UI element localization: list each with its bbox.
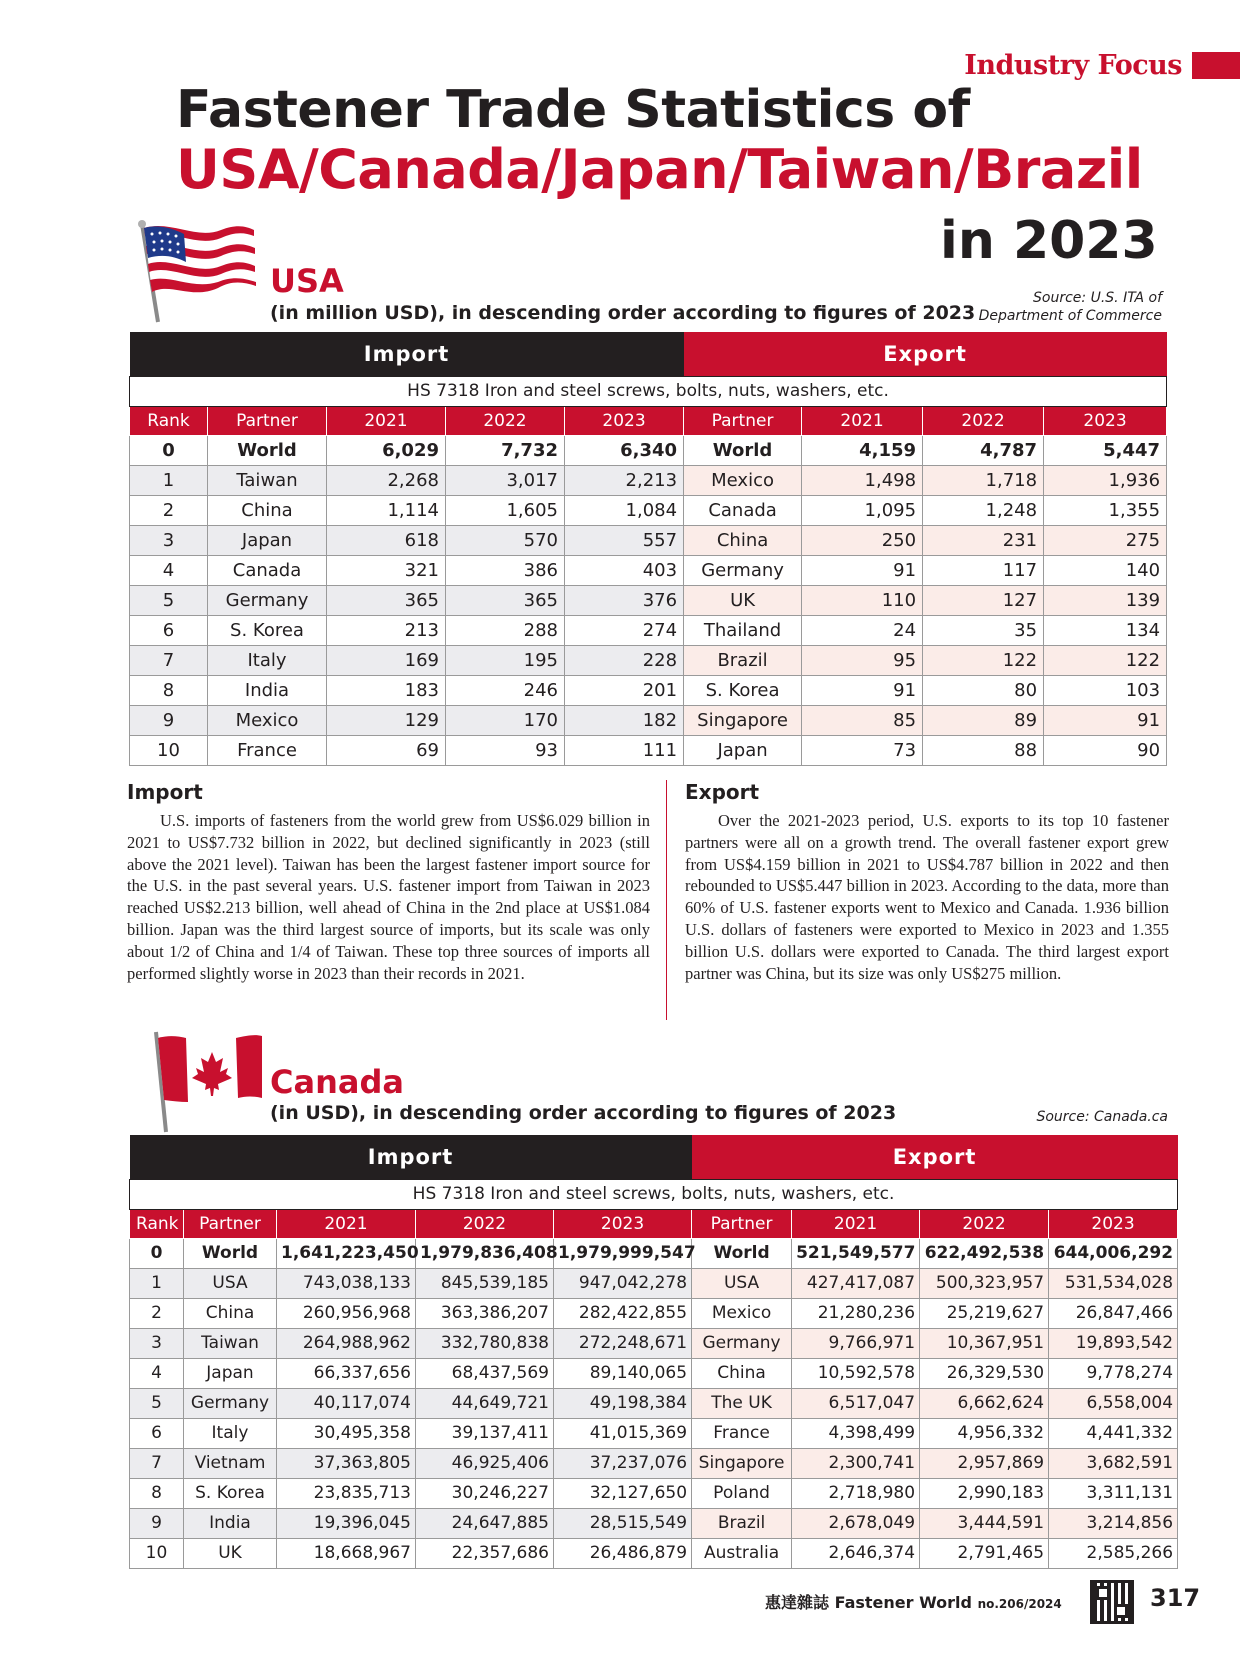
table-cell: USA <box>184 1268 277 1298</box>
title-line-2: USA/Canada/Japan/Taiwan/Brazil <box>176 138 1143 201</box>
table-cell: 1,498 <box>802 465 923 495</box>
table-cell: 947,042,278 <box>554 1268 692 1298</box>
table-cell: 9 <box>130 1508 184 1538</box>
table-cell: 5,447 <box>1044 435 1167 465</box>
table-cell: 3,017 <box>446 465 565 495</box>
table-cell: 3,214,856 <box>1049 1508 1178 1538</box>
table-cell: 403 <box>565 555 684 585</box>
usa-import-heading: Import <box>127 780 203 804</box>
table-cell: 2,300,741 <box>792 1448 920 1478</box>
table-cell: 4,956,332 <box>920 1418 1049 1448</box>
usa-subtitle: (in million USD), in descending order according to figures of 2023 <box>270 302 976 324</box>
table-row <box>130 1358 1178 1388</box>
table-cell: Mexico <box>684 465 802 495</box>
table-cell: Taiwan <box>208 465 327 495</box>
table-cell: 134 <box>1044 615 1167 645</box>
table-cell: 1,936 <box>1044 465 1167 495</box>
table-cell: 5 <box>130 1388 184 1418</box>
table-cell: 88 <box>923 735 1044 765</box>
table-cell: 4,398,499 <box>792 1418 920 1448</box>
table-cell: 85 <box>802 705 923 735</box>
table-cell: 170 <box>446 705 565 735</box>
table-cell: 531,534,028 <box>1049 1268 1178 1298</box>
table-cell: 6,662,624 <box>920 1388 1049 1418</box>
table-cell: 6,029 <box>327 435 446 465</box>
table-cell: 246 <box>446 675 565 705</box>
table-cell: 19,893,542 <box>1049 1328 1178 1358</box>
table-cell: China <box>692 1358 792 1388</box>
table-cell: Singapore <box>692 1448 792 1478</box>
table-cell: 41,015,369 <box>554 1418 692 1448</box>
table-cell: 8 <box>130 675 208 705</box>
table-cell: Australia <box>692 1538 792 1568</box>
table-cell: 9,778,274 <box>1049 1358 1178 1388</box>
table-cell: 231 <box>923 525 1044 555</box>
table-cell: 6,517,047 <box>792 1388 920 1418</box>
magazine-footer <box>765 1590 1062 1613</box>
column-header: Partner <box>692 1209 792 1238</box>
table-cell: 3,311,131 <box>1049 1478 1178 1508</box>
table-cell: 3 <box>130 525 208 555</box>
column-header: Rank <box>130 406 208 435</box>
table-cell: 386 <box>446 555 565 585</box>
usa-flag-icon <box>126 218 258 328</box>
table-cell: 23,835,713 <box>277 1478 416 1508</box>
table-cell: 332,780,838 <box>416 1328 554 1358</box>
table-cell: 10 <box>130 735 208 765</box>
table-cell: 89 <box>923 705 1044 735</box>
canada-heading: Canada <box>270 1063 404 1101</box>
table-cell: 139 <box>1044 585 1167 615</box>
table-row <box>130 1448 1178 1478</box>
table-cell: S. Korea <box>684 675 802 705</box>
table-row <box>130 465 1167 495</box>
table-cell: 93 <box>446 735 565 765</box>
table-row <box>130 1238 1178 1268</box>
table-cell: 30,495,358 <box>277 1418 416 1448</box>
table-cell: 260,956,968 <box>277 1298 416 1328</box>
usa-import-text: U.S. imports of fasteners from the world grew from US$6.029 billion in 2021 to US$7.732 billion in 2022, but declined significantly in 2023 (still above the 2021 level). Taiwan has been the largest fastener import source for the U.S. in the past several years. U.S. fastener import from Taiwan in 2023 reached US$2.213 billion, well ahead of China in the 2nd place at US$1.084 billion. Japan was the third largest source of imports, but its scale was only about 1/2 of China and 1/4 of Taiwan. These top three sources of imports all performed slightly worse in 2023 than their records in 2021. <box>127 811 650 983</box>
column-header: 2021 <box>802 406 923 435</box>
table-cell: 103 <box>1044 675 1167 705</box>
usa-import-band: Import <box>130 332 684 376</box>
table-cell: 110 <box>802 585 923 615</box>
table-cell: 228 <box>565 645 684 675</box>
table-cell: 250 <box>802 525 923 555</box>
table-row <box>130 1508 1178 1538</box>
table-cell: 37,363,805 <box>277 1448 416 1478</box>
table-row <box>130 1418 1178 1448</box>
table-cell: 35 <box>923 615 1044 645</box>
table-cell: 321 <box>327 555 446 585</box>
table-cell: 89,140,065 <box>554 1358 692 1388</box>
table-cell: 2,678,049 <box>792 1508 920 1538</box>
table-cell: 111 <box>565 735 684 765</box>
table-cell: 0 <box>130 1238 184 1268</box>
table-cell: 3 <box>130 1328 184 1358</box>
table-cell: 288 <box>446 615 565 645</box>
table-cell: 7 <box>130 1448 184 1478</box>
table-cell: 7,732 <box>446 435 565 465</box>
table-cell: 39,137,411 <box>416 1418 554 1448</box>
table-cell: The UK <box>692 1388 792 1418</box>
usa-hs-code: HS 7318 Iron and steel screws, bolts, nuts, washers, etc. <box>130 376 1167 406</box>
table-cell: 95 <box>802 645 923 675</box>
table-cell: 66,337,656 <box>277 1358 416 1388</box>
canada-trade-table <box>129 1135 1178 1569</box>
table-cell: Japan <box>208 525 327 555</box>
canada-source: Source: Canada.ca <box>1036 1109 1168 1125</box>
table-cell: 2,718,980 <box>792 1478 920 1508</box>
table-cell: Germany <box>692 1328 792 1358</box>
usa-source-line-1: Source: U.S. ITA of <box>1033 290 1162 306</box>
table-cell: 2 <box>130 495 208 525</box>
canada-hs-code: HS 7318 Iron and steel screws, bolts, nuts, washers, etc. <box>130 1179 1178 1209</box>
column-header: 2022 <box>920 1209 1049 1238</box>
table-cell: 24,647,885 <box>416 1508 554 1538</box>
table-cell: 213 <box>327 615 446 645</box>
table-cell: 117 <box>923 555 1044 585</box>
table-cell: 274 <box>565 615 684 645</box>
table-cell: 201 <box>565 675 684 705</box>
table-cell: 1,605 <box>446 495 565 525</box>
table-cell: 2,957,869 <box>920 1448 1049 1478</box>
table-cell: 4,159 <box>802 435 923 465</box>
table-cell: 10,367,951 <box>920 1328 1049 1358</box>
table-cell: 6 <box>130 1418 184 1448</box>
table-row <box>130 525 1167 555</box>
table-cell: 272,248,671 <box>554 1328 692 1358</box>
table-cell: 169 <box>327 645 446 675</box>
page-number: 317 <box>1150 1584 1201 1612</box>
qr-code-icon[interactable] <box>1090 1580 1134 1624</box>
table-cell: 140 <box>1044 555 1167 585</box>
table-row <box>130 1268 1178 1298</box>
table-cell: France <box>208 735 327 765</box>
table-cell: 28,515,549 <box>554 1508 692 1538</box>
table-cell: S. Korea <box>184 1478 277 1508</box>
column-header: 2023 <box>1049 1209 1178 1238</box>
table-cell: 1,248 <box>923 495 1044 525</box>
table-cell: 30,246,227 <box>416 1478 554 1508</box>
table-cell: 1,718 <box>923 465 1044 495</box>
table-cell: 4,441,332 <box>1049 1418 1178 1448</box>
table-cell: 743,038,133 <box>277 1268 416 1298</box>
table-cell: 6,558,004 <box>1049 1388 1178 1418</box>
table-row <box>130 615 1167 645</box>
table-cell: Thailand <box>684 615 802 645</box>
table-cell: 49,198,384 <box>554 1388 692 1418</box>
table-cell: 9 <box>130 705 208 735</box>
table-cell: 1,114 <box>327 495 446 525</box>
table-cell: Mexico <box>692 1298 792 1328</box>
page-title <box>176 80 1158 271</box>
table-row <box>130 735 1167 765</box>
table-cell: Italy <box>208 645 327 675</box>
table-cell: 264,988,962 <box>277 1328 416 1358</box>
column-header: 2023 <box>565 406 684 435</box>
table-cell: 622,492,538 <box>920 1238 1049 1268</box>
table-cell: 376 <box>565 585 684 615</box>
table-cell: 557 <box>565 525 684 555</box>
table-row <box>130 495 1167 525</box>
table-row <box>130 555 1167 585</box>
table-cell: 44,649,721 <box>416 1388 554 1418</box>
table-cell: 9,766,971 <box>792 1328 920 1358</box>
table-cell: 183 <box>327 675 446 705</box>
table-cell: 3,682,591 <box>1049 1448 1178 1478</box>
column-header: 2023 <box>554 1209 692 1238</box>
table-cell: 68,437,569 <box>416 1358 554 1388</box>
table-cell: World <box>184 1238 277 1268</box>
table-row <box>130 1388 1178 1418</box>
table-cell: 2,791,465 <box>920 1538 1049 1568</box>
table-cell: Japan <box>684 735 802 765</box>
table-cell: 644,006,292 <box>1049 1238 1178 1268</box>
table-row <box>130 645 1167 675</box>
canada-export-band: Export <box>692 1135 1178 1179</box>
table-cell: 365 <box>327 585 446 615</box>
table-cell: 37,237,076 <box>554 1448 692 1478</box>
usa-source-line-2: Department of Commerce <box>978 308 1162 324</box>
table-cell: 1,641,223,450 <box>277 1238 416 1268</box>
table-cell: 122 <box>1044 645 1167 675</box>
table-cell: Germany <box>208 585 327 615</box>
table-row <box>130 585 1167 615</box>
table-cell: World <box>692 1238 792 1268</box>
table-cell: 182 <box>565 705 684 735</box>
table-cell: 6,340 <box>565 435 684 465</box>
table-cell: Singapore <box>684 705 802 735</box>
table-cell: 91 <box>802 675 923 705</box>
column-header: 2023 <box>1044 406 1167 435</box>
table-cell: 90 <box>1044 735 1167 765</box>
table-cell: 1 <box>130 1268 184 1298</box>
table-cell: 1,355 <box>1044 495 1167 525</box>
table-cell: 40,117,074 <box>277 1388 416 1418</box>
table-cell: 5 <box>130 585 208 615</box>
table-cell: 91 <box>1044 705 1167 735</box>
table-cell: 73 <box>802 735 923 765</box>
table-cell: China <box>684 525 802 555</box>
canada-import-band: Import <box>130 1135 692 1179</box>
table-cell: 4 <box>130 555 208 585</box>
column-header: 2022 <box>446 406 565 435</box>
table-cell: 275 <box>1044 525 1167 555</box>
table-cell: 1,979,999,547 <box>554 1238 692 1268</box>
canada-flag-icon <box>126 1028 266 1138</box>
table-cell: 21,280,236 <box>792 1298 920 1328</box>
table-cell: 91 <box>802 555 923 585</box>
table-cell: India <box>184 1508 277 1538</box>
table-cell: 363,386,207 <box>416 1298 554 1328</box>
table-cell: Brazil <box>684 645 802 675</box>
table-cell: 2,990,183 <box>920 1478 1049 1508</box>
column-header: Rank <box>130 1209 184 1238</box>
table-cell: Canada <box>684 495 802 525</box>
column-header: 2022 <box>923 406 1044 435</box>
table-cell: 26,847,466 <box>1049 1298 1178 1328</box>
table-cell: 129 <box>327 705 446 735</box>
table-cell: 18,668,967 <box>277 1538 416 1568</box>
usa-export-band: Export <box>684 332 1167 376</box>
table-cell: 521,549,577 <box>792 1238 920 1268</box>
table-cell: France <box>692 1418 792 1448</box>
magazine-name: 惠達雜誌 Fastener World <box>765 1593 972 1612</box>
table-cell: 6 <box>130 615 208 645</box>
table-cell: 8 <box>130 1478 184 1508</box>
table-cell: Poland <box>692 1478 792 1508</box>
column-header: 2022 <box>416 1209 554 1238</box>
table-cell: China <box>184 1298 277 1328</box>
table-cell: 22,357,686 <box>416 1538 554 1568</box>
table-row <box>130 675 1167 705</box>
usa-heading: USA <box>270 262 344 300</box>
table-cell: 1 <box>130 465 208 495</box>
table-cell: S. Korea <box>208 615 327 645</box>
table-cell: World <box>684 435 802 465</box>
table-cell: 1,979,836,408 <box>416 1238 554 1268</box>
table-cell: 26,329,530 <box>920 1358 1049 1388</box>
table-cell: 500,323,957 <box>920 1268 1049 1298</box>
table-row <box>130 1478 1178 1508</box>
table-cell: 1,095 <box>802 495 923 525</box>
table-cell: 2,646,374 <box>792 1538 920 1568</box>
table-cell: 2 <box>130 1298 184 1328</box>
table-cell: Taiwan <box>184 1328 277 1358</box>
usa-export-heading: Export <box>685 780 760 804</box>
table-row <box>130 1298 1178 1328</box>
table-cell: 122 <box>923 645 1044 675</box>
table-cell: Canada <box>208 555 327 585</box>
usa-trade-table <box>129 332 1167 766</box>
title-line-1: Fastener Trade Statistics of <box>176 80 970 140</box>
table-row <box>130 705 1167 735</box>
table-cell: 570 <box>446 525 565 555</box>
magazine-issue: no.206/2024 <box>977 1597 1062 1611</box>
table-cell: China <box>208 495 327 525</box>
table-cell: 46,925,406 <box>416 1448 554 1478</box>
column-header: Partner <box>208 406 327 435</box>
table-row <box>130 1538 1178 1568</box>
section-tag-label: Industry Focus <box>964 50 1182 81</box>
table-cell: 2,268 <box>327 465 446 495</box>
table-cell: 1,084 <box>565 495 684 525</box>
table-cell: 24 <box>802 615 923 645</box>
table-cell: Mexico <box>208 705 327 735</box>
table-cell: 80 <box>923 675 1044 705</box>
table-cell: Germany <box>684 555 802 585</box>
column-header: Partner <box>684 406 802 435</box>
column-header: 2021 <box>792 1209 920 1238</box>
table-cell: 4,787 <box>923 435 1044 465</box>
table-cell: India <box>208 675 327 705</box>
table-row <box>130 1328 1178 1358</box>
table-cell: UK <box>184 1538 277 1568</box>
table-cell: 427,417,087 <box>792 1268 920 1298</box>
table-cell: 0 <box>130 435 208 465</box>
table-cell: 618 <box>327 525 446 555</box>
canada-subtitle: (in USD), in descending order according to figures of 2023 <box>270 1102 897 1124</box>
table-cell: Italy <box>184 1418 277 1448</box>
table-cell: 69 <box>327 735 446 765</box>
column-header: 2021 <box>327 406 446 435</box>
table-cell: 32,127,650 <box>554 1478 692 1508</box>
column-header: 2021 <box>277 1209 416 1238</box>
table-cell: 2,585,266 <box>1049 1538 1178 1568</box>
table-cell: USA <box>692 1268 792 1298</box>
title-line-3: in 2023 <box>940 211 1158 271</box>
table-cell: 127 <box>923 585 1044 615</box>
table-cell: 10,592,578 <box>792 1358 920 1388</box>
table-cell: 365 <box>446 585 565 615</box>
section-tag-bar <box>1192 52 1240 79</box>
table-cell: 845,539,185 <box>416 1268 554 1298</box>
table-cell: 7 <box>130 645 208 675</box>
usa-export-text: Over the 2021-2023 period, U.S. exports to its top 10 fastener partners were all on a growth trend. The overall fastener export grew from US$4.159 billion in 2021 to US$4.787 billion in 2022 and then rebounded to US$5.447 billion in 2023. According to the data, more than 60% of U.S. fastener exports went to Mexico and Canada. 1.936 billion U.S. dollars of fasteners were exported to Mexico in 2023 and 1.355 billion U.S. dollars were exported to Canada. The third largest export partner was China, but its size was only US$275 million. <box>685 811 1169 983</box>
table-cell: 195 <box>446 645 565 675</box>
table-cell: 2,213 <box>565 465 684 495</box>
table-cell: 10 <box>130 1538 184 1568</box>
column-header: Partner <box>184 1209 277 1238</box>
table-cell: 282,422,855 <box>554 1298 692 1328</box>
column-divider <box>666 780 667 1020</box>
table-cell: World <box>208 435 327 465</box>
table-cell: Japan <box>184 1358 277 1388</box>
table-cell: 26,486,879 <box>554 1538 692 1568</box>
section-tag <box>964 50 1240 81</box>
table-row <box>130 435 1167 465</box>
table-cell: UK <box>684 585 802 615</box>
table-cell: Brazil <box>692 1508 792 1538</box>
table-cell: Vietnam <box>184 1448 277 1478</box>
table-cell: 25,219,627 <box>920 1298 1049 1328</box>
table-cell: 3,444,591 <box>920 1508 1049 1538</box>
table-cell: 4 <box>130 1358 184 1388</box>
table-cell: Germany <box>184 1388 277 1418</box>
usa-source <box>979 289 1162 325</box>
table-cell: 19,396,045 <box>277 1508 416 1538</box>
